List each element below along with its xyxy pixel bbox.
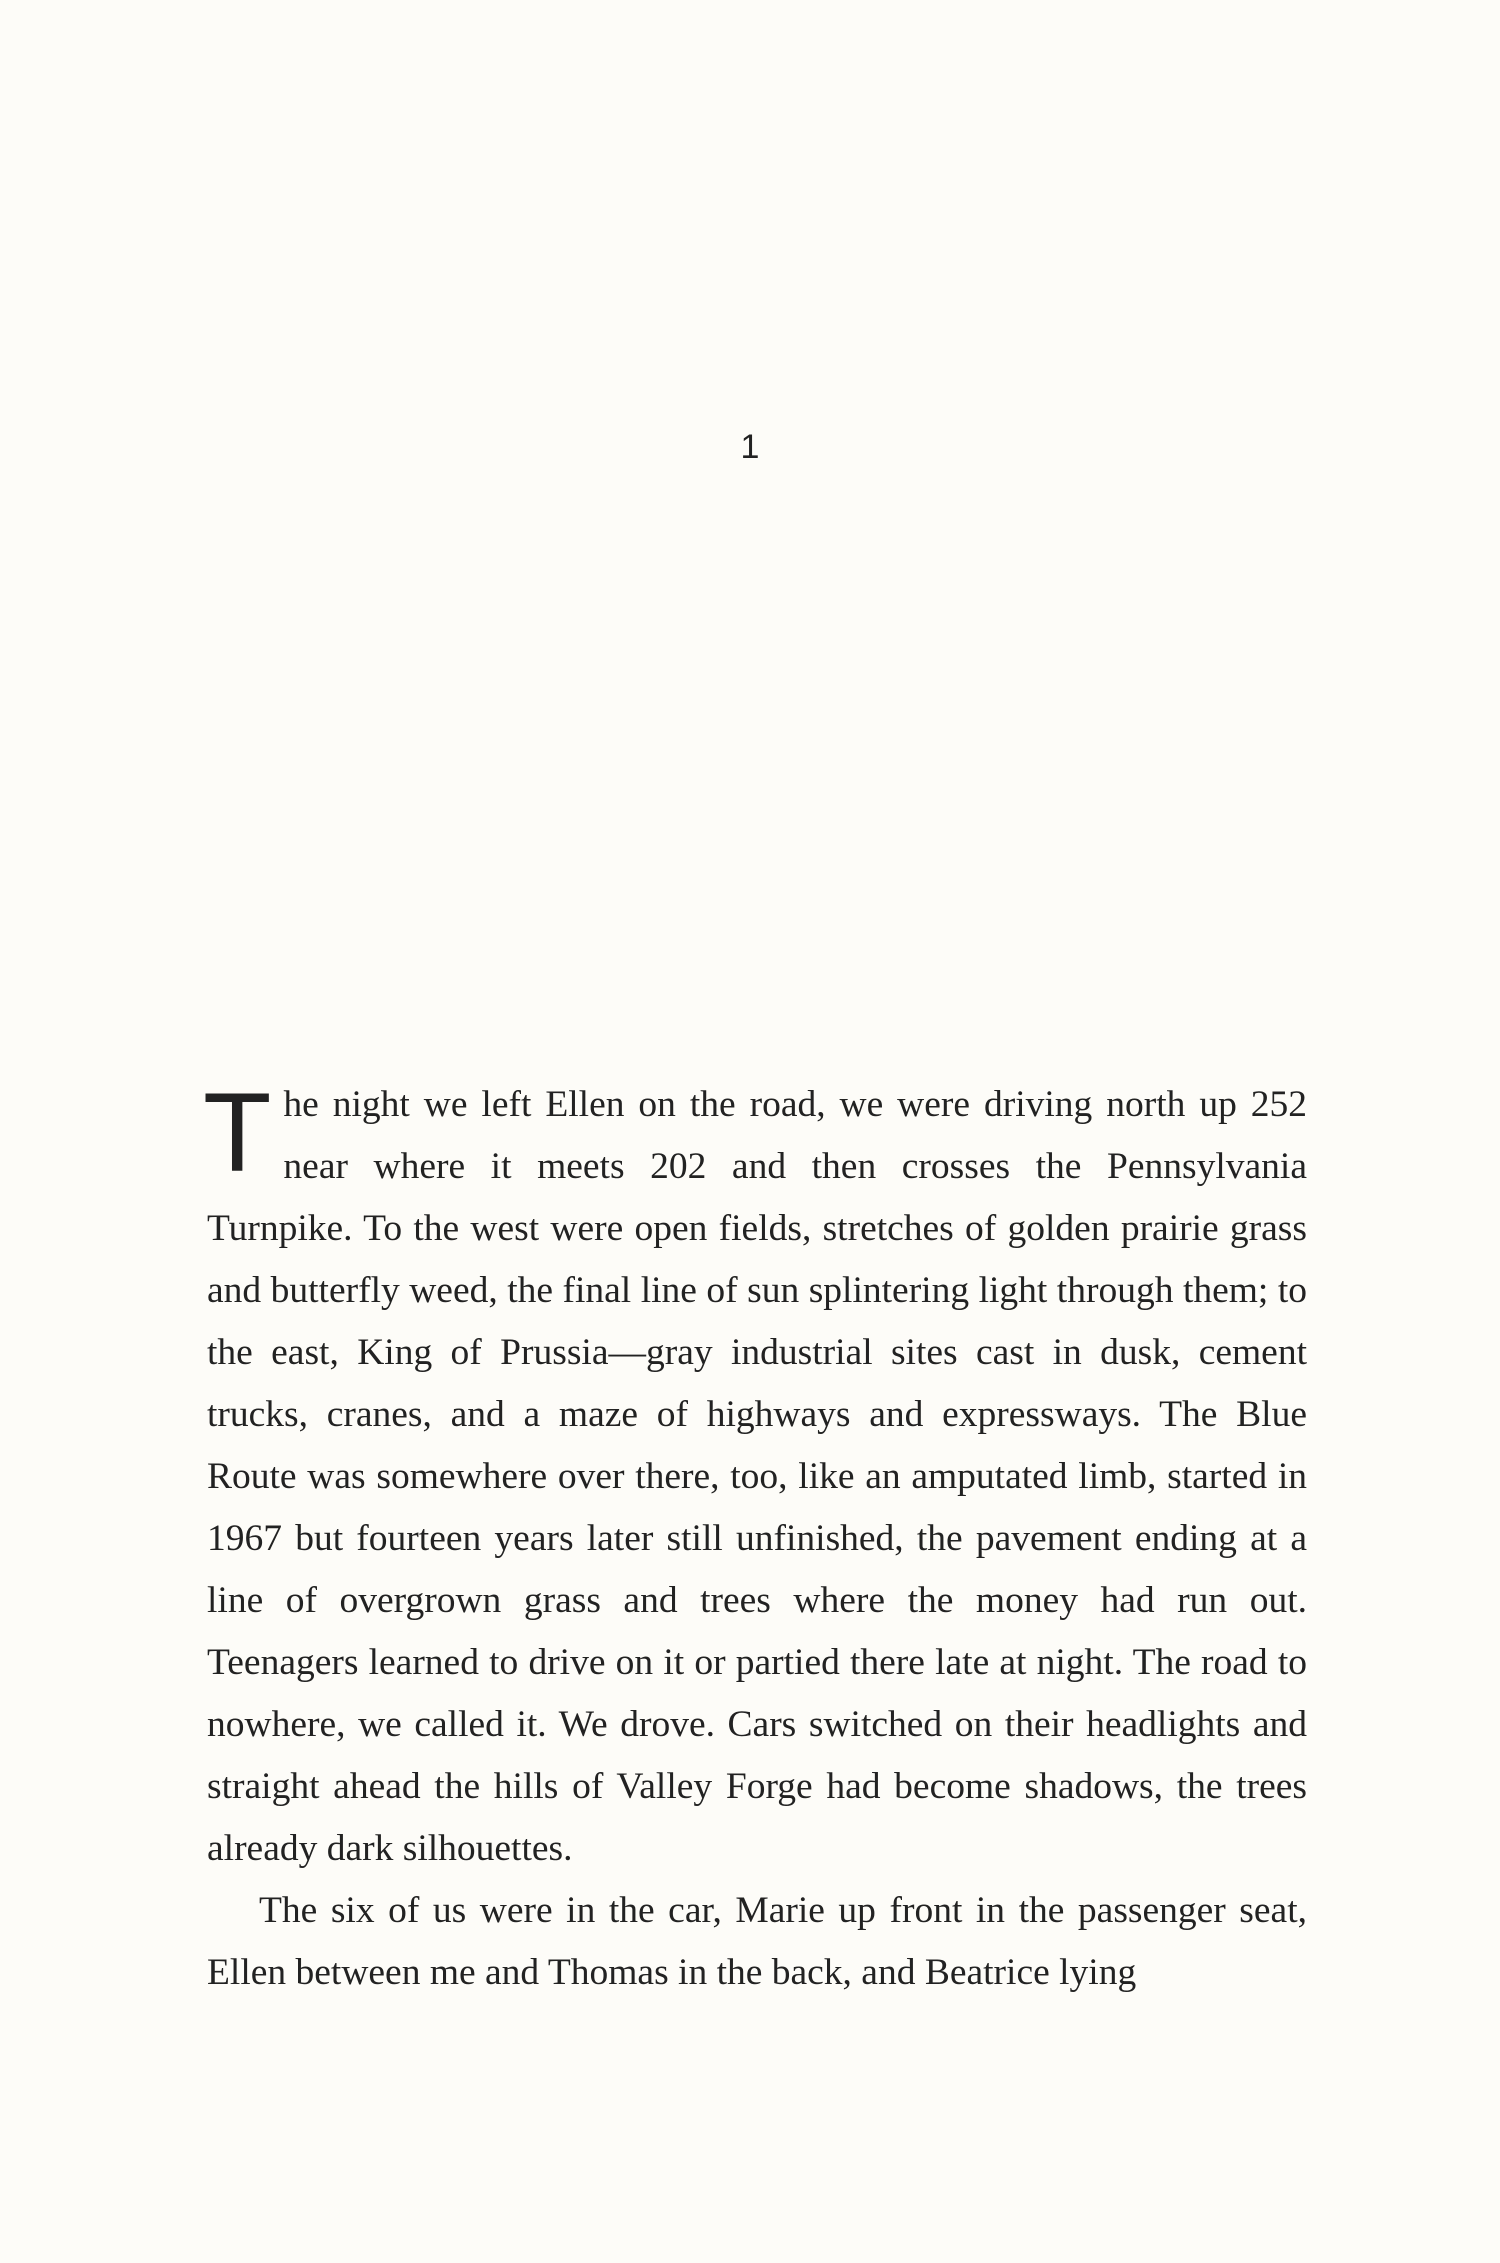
paragraph: The six of us were in the car, Marie up front in the passenger seat, Ellen between me and Thomas in the back, and Beatrice lying bbox=[207, 1890, 1307, 1993]
paragraph-text: he night we left Ellen on the road, we were driving north up 252 near where it meets 202 and then crosses the Pennsylvania Turnpike. To the west were open fields, stretches of golden prairie grass and butterfly weed, the final line of sun splintering light through them; to the east, King of Prussia—gray industrial sites cast in dusk, cement trucks, cranes, and a maze of highways and expressways. The Blue Route was somewhere over there, too, like an amputated limb, started in 1967 but fourteen years later still unfinished, the pavement ending at a line of overgrown grass and trees where the money had run out. Teenagers learned to drive on it or partied there late at night. The road to nowhere, we called it. We drove. Cars switched on their headlights and straight ahead the hills of Valley Forge had become shadows, the trees already dark silhouettes. bbox=[207, 1084, 1307, 1869]
chapter-body bbox=[203, 1070, 1307, 2004]
chapter-number: 1 bbox=[740, 428, 760, 466]
drop-cap: T bbox=[203, 1070, 272, 1195]
paragraph bbox=[203, 1070, 1307, 1880]
